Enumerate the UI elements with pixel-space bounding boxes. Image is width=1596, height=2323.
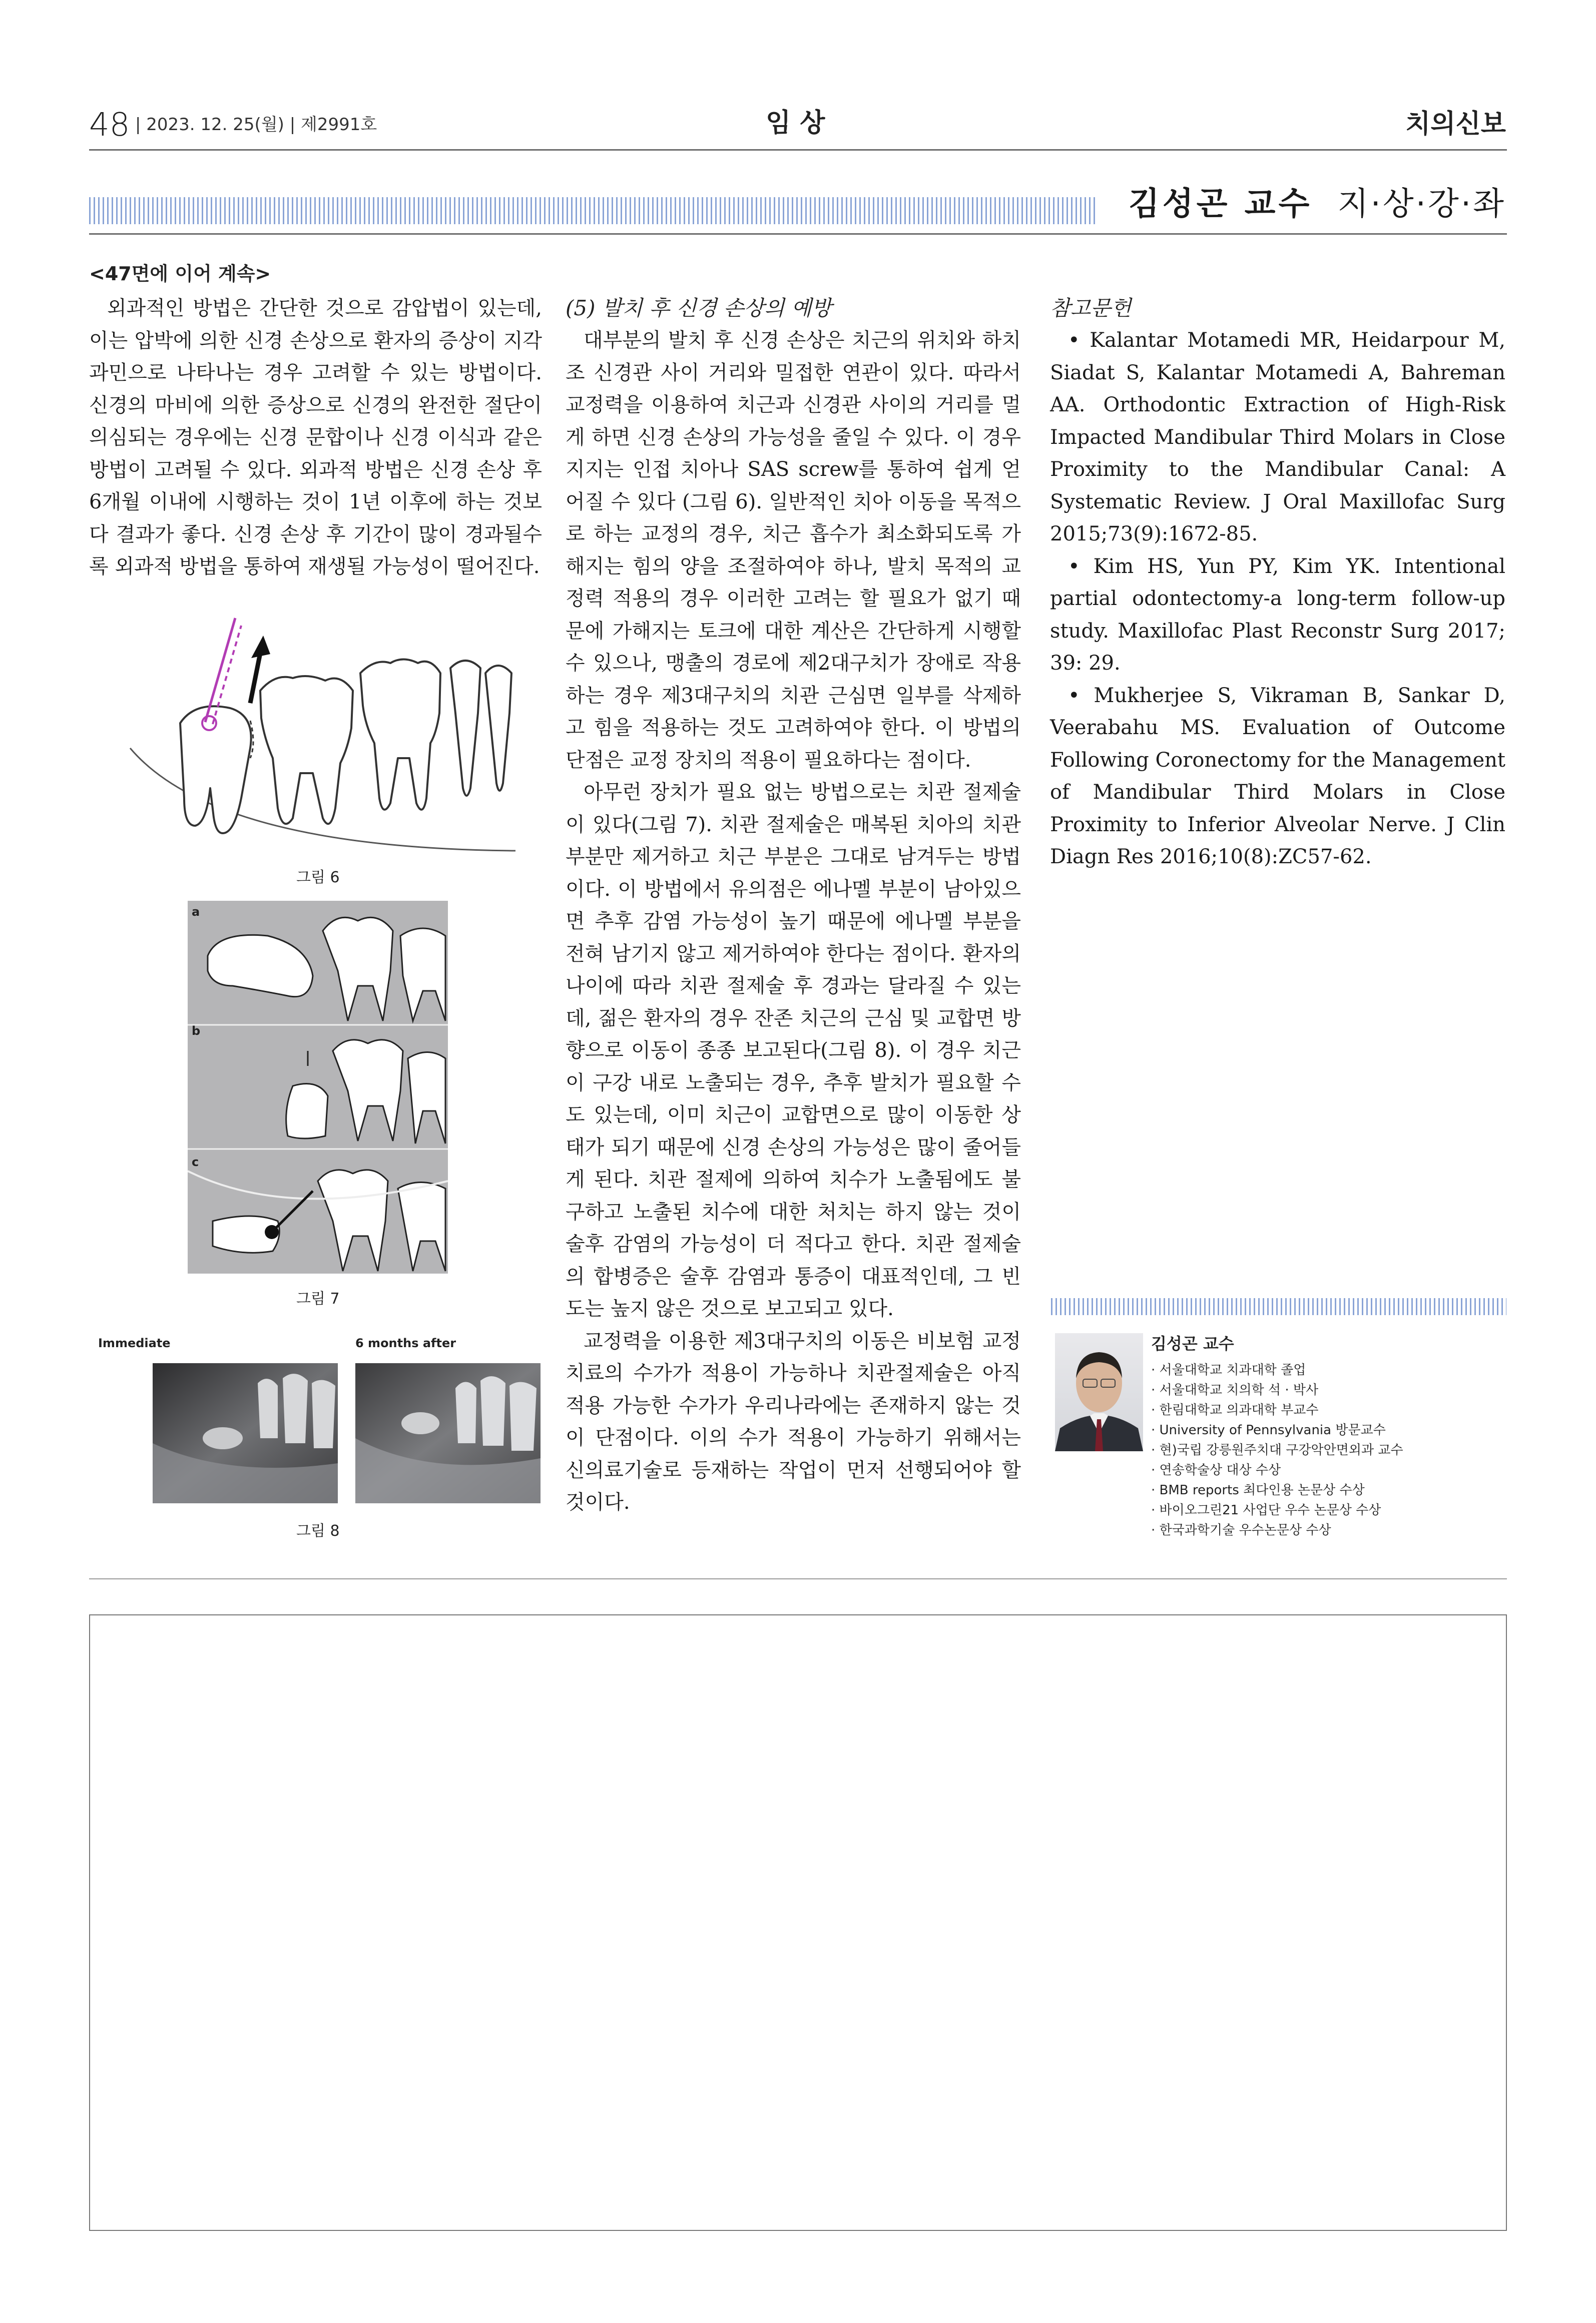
figure-8-xray-immediate — [153, 1363, 338, 1503]
section-title: 임상 — [766, 108, 834, 138]
figure-7-caption: 그림 7 — [296, 1290, 340, 1308]
series-course: 지·상·강·좌 — [1337, 186, 1506, 223]
series-title — [1128, 186, 1506, 223]
fig7-panel-b: b — [192, 1024, 201, 1038]
fig6-premolar-2 — [485, 666, 511, 791]
column-2-paragraph-3: 교정력을 이용한 제3대구치의 이동은 비보험 교정치료의 수가가 적용이 가능하나 치관절제술은 아직 적용 가능한 수가가 우리나라에는 존재하지 않는 것이 단점이다. 이의 수가 적용이 가능하기 위해서는 신의료기술로 등재하는 작업이 먼저 선행되어야 할 것이다. — [566, 1329, 1021, 1514]
series-stripe — [89, 197, 1095, 224]
bottom-rule — [89, 1578, 1507, 1579]
reference-item-3: • Mukherjee S, Vikraman B, Sankar D, Veerabahu MS. Evaluation of Outcome Following Coronectomy for the Management of Mandibular Third Molars in Close Proximity to Inferior Alveolar Nerve. J Clin Diagn Res 2016;10(8):ZC57-62. — [1050, 684, 1505, 868]
figure-8-caption: 그림 8 — [296, 1522, 340, 1540]
figure-8-label-immediate: Immediate — [98, 1336, 171, 1350]
fig6-first-molar — [360, 660, 440, 810]
career-item: · 한국과학기술 우수논문상 수상 — [1151, 1523, 1331, 1538]
career-item: · 연송학술상 대상 수상 — [1151, 1463, 1281, 1478]
career-item: · 한림대학교 의과대학 부교수 — [1151, 1403, 1319, 1418]
references-heading: 참고문헌 — [1050, 296, 1132, 320]
xray1-teeth — [258, 1374, 335, 1448]
series-rule — [89, 233, 1507, 235]
author-photo — [1055, 1333, 1143, 1451]
fig6-force-arrow — [250, 653, 260, 703]
fig6-arrow-head — [251, 636, 270, 658]
career-item: · University of Pennsylvania 방문교수 — [1151, 1423, 1386, 1438]
career-item: · BMB reports 최다인용 논문상 수상 — [1151, 1483, 1365, 1498]
career-item: · 바이오그린21 사업단 우수 논문상 수상 — [1151, 1503, 1381, 1518]
figure-8-label-6months: 6 months after — [355, 1336, 456, 1350]
figure-6-caption: 그림 6 — [296, 869, 340, 886]
xray2-root — [401, 1412, 439, 1434]
profile-name: 김성곤 교수 — [1151, 1334, 1234, 1353]
xray1-root — [203, 1427, 243, 1449]
continued-note: <47면에 이어 계속> — [89, 263, 271, 285]
newspaper-name: 치의신보 — [1405, 109, 1506, 139]
reference-item-1: • Kalantar Motamedi MR, Heidarpour M, Siadat S, Kalantar Motamedi A, Bahreman AA. Orthodontic Extraction of High-Risk Impacted Mandibular Third Molars in Close Proximity to the Mandibular Canal: A Systematic Review. J Oral Maxillofac Surg 2015;73(9):1672-85. — [1050, 329, 1505, 545]
reference-item-2: • Kim HS, Yun PY, Kim YK. Intentional partial odontectomy-a long-term follow-up study. Maxillofac Plast Reconstr Surg 2017; 39: 29. — [1050, 554, 1505, 675]
figure-6 — [125, 598, 520, 858]
fig7b-root — [286, 1084, 328, 1139]
career-item: · 현)국립 강릉원주치대 구강악안면외과 교수 — [1151, 1443, 1403, 1458]
column-1-paragraph: 외과적인 방법은 간단한 것으로 감압법이 있는데, 이는 압박에 의한 신경 손상으로 환자의 증상이 지각 과민으로 나타나는 경우 고려할 수 있는 방법이다. 신경의 마비에 의한 증상으로 신경의 완전한 절단이 의심되는 경우에는 신경 문합이나 신경 이식과 같은 방법이 고려될 수 있다. 외과적 방법은 신경 손상 후 6개월 이내에 시행하는 것이 1년 이후에 하는 것보다 결과가 좋다. 신경 손상 후 기간이 많이 경과될수록 외과적 방법을 통하여 재생될 가능성이 떨어진다. — [89, 297, 542, 578]
fig6-premolar-1 — [450, 661, 480, 796]
series-author: 김성곤 교수 — [1128, 186, 1313, 223]
career-item: · 서울대학교 치과대학 졸업 — [1151, 1363, 1306, 1378]
xray2-teeth — [455, 1376, 537, 1451]
profile-stripe — [1051, 1298, 1506, 1315]
career-item: · 서울대학교 치의학 석 · 박사 — [1151, 1383, 1319, 1398]
column-1 — [89, 292, 542, 583]
advertisement-box — [89, 1614, 1507, 2231]
references — [1050, 292, 1505, 873]
column-2 — [566, 292, 1021, 1519]
column-2-subheading: (5) 발치 후 신경 손상의 예방 — [566, 296, 832, 320]
page-number: 48 — [89, 107, 130, 144]
fig7-panel-a: a — [192, 905, 200, 919]
figure-7 — [188, 901, 448, 1274]
fig7-panel-c: c — [192, 1155, 199, 1169]
header-rule — [89, 149, 1507, 151]
profile-career-list — [1151, 1360, 1403, 1540]
column-2-paragraph-1: 대부분의 발치 후 신경 손상은 치근의 위치와 하치조 신경관 사이 거리와 밀접한 연관이 있다. 따라서 교정력을 이용하여 치근과 신경관 사이의 거리를 멀게 하면 신경 손상의 가능성을 줄일 수 있다. 이 경우 지지는 인접 치아나 SAS screw를 통하여 쉽게 얻어질 수 있다 (그림 6). 일반적인 치아 이동을 목적으로 하는 교정의 경우, 치근 흡수가 최소화되도록 가해지는 힘의 양을 조절하여야 하나, 발치 목적의 교정력 적용의 경우 이러한 고려는 할 필요가 없기 때문에 가해지는 토크에 대한 계산은 간단하게 시행할 수 있으나, 맹출의 경로에 제2대구치가 장애로 작용하는 경우 제3대구치의 치관 근심면 일부를 삭제하고 힘을 적용하는 것도 고려하여야 한다. 이 방법의 단점은 교정 장치의 적용이 필요하다는 점이다. — [566, 329, 1021, 772]
issue-date: | 2023. 12. 25(월) | 제2991호 — [135, 115, 377, 135]
author-photo-image — [1055, 1333, 1143, 1451]
column-2-paragraph-2: 아무런 장치가 필요 없는 방법으로는 치관 절제술이 있다(그림 7). 치관 절제술은 매복된 치아의 치관 부분만 제거하고 치근 부분은 그대로 남겨두는 방법이다. 이 방법에서 유의점은 에나멜 부분이 남아있으면 추후 감염 가능성이 높기 때문에 에나멜 부분을 전혀 남기지 않고 제거하여야 한다는 점이다. 환자의 나이에 따라 치관 절제술 후 경과는 달라질 수 있는데, 젊은 환자의 경우 잔존 치근의 근심 및 교합면 방향으로 이동이 종종 보고된다(그림 8). 이 경우 치근이 구강 내로 노출되는 경우, 추후 발치가 필요할 수도 있는데, 이미 치근이 교합면으로 많이 이동한 상태가 되기 때문에 신경 손상의 가능성은 많이 줄어들게 된다. 치관 절제에 의하여 치수가 노출됨에도 불구하고 노출된 치수에 대한 처치는 하지 않는 것이 술후 감염의 가능성이 더 적다고 한다. 치관 절제술의 합병증은 술후 감염과 통증이 대표적인데, 그 빈도는 높지 않은 것으로 보고되고 있다. — [566, 781, 1021, 1320]
figure-8-xray-6months — [355, 1363, 541, 1503]
fig6-second-molar — [260, 676, 353, 824]
